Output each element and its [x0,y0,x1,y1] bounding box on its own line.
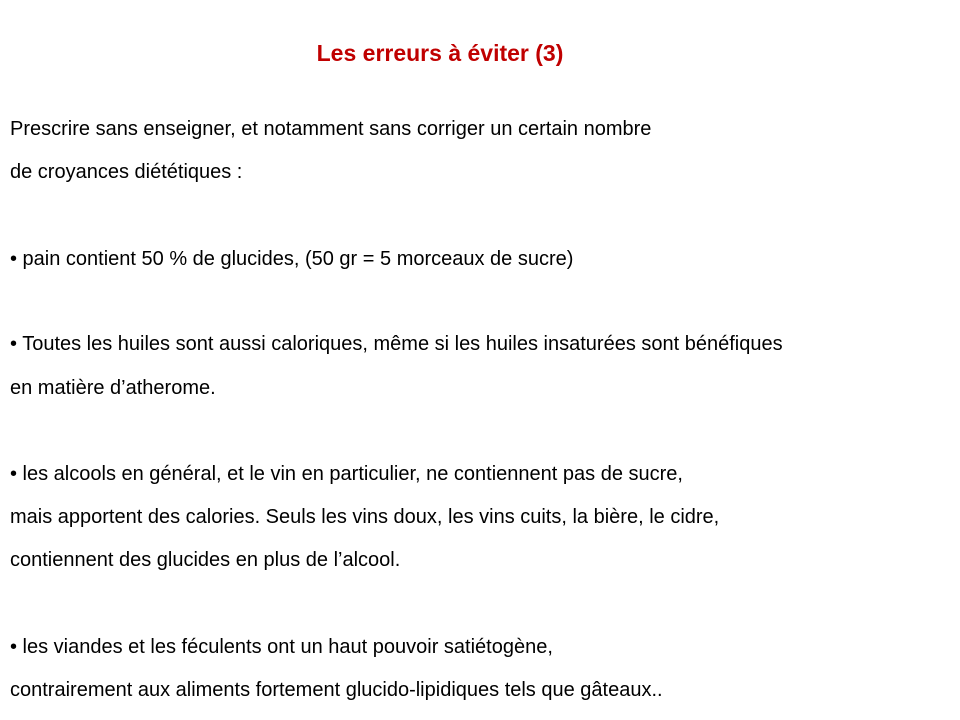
bullet-huiles-line-2: en matière d’atherome. [10,377,216,399]
slide-title: Les erreurs à éviter (3) [316,40,564,66]
bullet-alcools-line-1: • les alcools en général, et le vin en particulier, ne contiennent pas de sucre, [10,463,683,485]
bullet-viandes-line-1: • les viandes et les féculents ont un haut pouvoir satiétogène, [10,636,553,658]
bullet-pain-line-1: • pain contient 50 % de glucides, (50 gr = 5 morceaux de sucre) [10,248,574,270]
bullet-alcools-line-3: contiennent des glucides en plus de l’alcool. [10,549,401,571]
intro-line-1: Prescrire sans enseigner, et notamment sans corriger un certain nombre [10,118,652,140]
bullet-huiles-line-1: • Toutes les huiles sont aussi caloriques, même si les huiles insaturées sont bénéfiques [10,333,783,355]
bullet-alcools-line-2: mais apportent des calories. Seuls les vins doux, les vins cuits, la bière, le cidre, [10,506,720,528]
intro-line-2: de croyances diététiques : [10,161,243,183]
bullet-viandes-line-2: contrairement aux aliments fortement glucido-lipidiques tels que gâteaux.. [10,679,663,701]
